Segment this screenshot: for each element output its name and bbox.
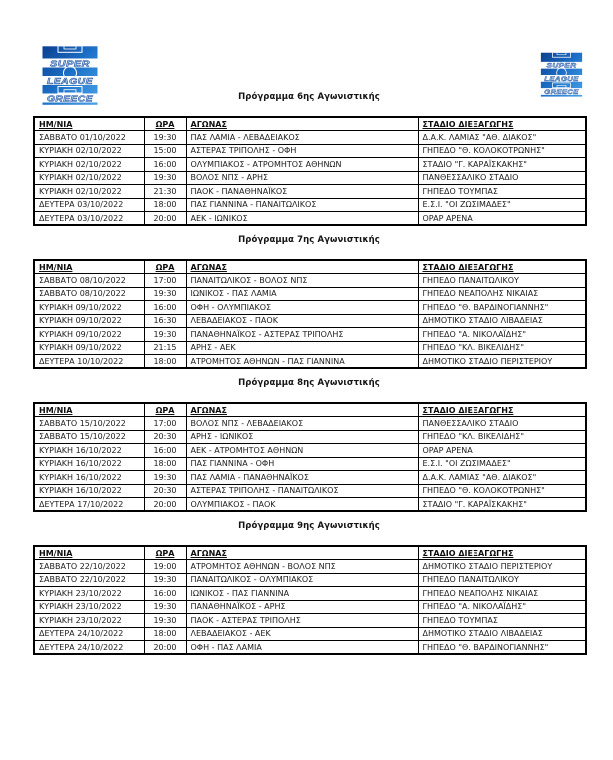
table-row bbox=[34, 158, 586, 172]
cell-stadium: ΓΗΠΕΔΟ "Θ. ΒΑΡΔΙΝΟΓΙΑΝΝΗΣ" bbox=[418, 641, 586, 655]
column-header-date: ΗΜ/ΝΙΑ bbox=[34, 117, 144, 131]
fixtures-table bbox=[33, 402, 587, 512]
cell-time: 16:00 bbox=[144, 587, 186, 601]
table-row bbox=[34, 417, 586, 431]
cell-date: ΣΑΒΒΑΤΟ 15/10/2022 bbox=[34, 417, 144, 431]
cell-date: ΚΥΡΙΑΚΗ 16/10/2022 bbox=[34, 471, 144, 485]
cell-match: ΒΟΛΟΣ ΝΠΣ - ΛΕΒΑΔΕΙΑΚΟΣ bbox=[186, 417, 418, 431]
cell-stadium: OPAP ΑΡΕΝΑ bbox=[418, 212, 586, 226]
table-header-row bbox=[34, 117, 586, 131]
table-row bbox=[34, 171, 586, 185]
logo-word-greece: GREECE bbox=[544, 88, 580, 96]
table-row bbox=[34, 614, 586, 628]
cell-stadium: ΣΤΑΔΙΟ "Γ. ΚΑΡΑΪΣΚΑΚΗΣ" bbox=[418, 158, 586, 172]
cell-date: ΔΕΥΤΕΡΑ 24/10/2022 bbox=[34, 627, 144, 641]
cell-date: ΔΕΥΤΕΡΑ 24/10/2022 bbox=[34, 641, 144, 655]
cell-stadium: ΔΗΜΟΤΙΚΟ ΣΤΑΔΙΟ ΛΙΒΑΔΕΙΑΣ bbox=[418, 627, 586, 641]
fixtures-content bbox=[33, 0, 585, 664]
cell-stadium: ΓΗΠΕΔΟ ΤΟΥΜΠΑΣ bbox=[418, 614, 586, 628]
table-header-row bbox=[34, 546, 586, 560]
table-row bbox=[34, 301, 586, 315]
cell-stadium: ΠΑΝΘΕΣΣΑΛΙΚΟ ΣΤΑΔΙΟ bbox=[418, 171, 586, 185]
column-header-stadium: ΣΤΑΔΙΟ ΔΙΕΞΑΓΩΓΗΣ bbox=[418, 403, 586, 417]
cell-time: 16:00 bbox=[144, 444, 186, 458]
cell-stadium: OPAP ΑΡΕΝΑ bbox=[418, 444, 586, 458]
matchday-title: Πρόγραμμα 6ης Αγωνιστικής bbox=[238, 92, 380, 102]
cell-stadium: ΓΗΠΕΔΟ ΤΟΥΜΠΑΣ bbox=[418, 185, 586, 199]
cell-match: ΠΑΝΑΘΗΝΑΪΚΟΣ - ΑΣΤΕΡΑΣ ΤΡΙΠΟΛΗΣ bbox=[186, 328, 418, 342]
cell-date: ΚΥΡΙΑΚΗ 16/10/2022 bbox=[34, 444, 144, 458]
cell-date: ΣΑΒΒΑΤΟ 08/10/2022 bbox=[34, 287, 144, 301]
cell-date: ΔΕΥΤΕΡΑ 10/10/2022 bbox=[34, 355, 144, 369]
cell-stadium: Δ.Α.Κ. ΛΑΜΙΑΣ "ΑΘ. ΔΙΑΚΟΣ" bbox=[418, 131, 586, 145]
cell-time: 19:30 bbox=[144, 171, 186, 185]
cell-match: ΑΡΗΣ - ΑΕΚ bbox=[186, 341, 418, 355]
cell-date: ΔΕΥΤΕΡΑ 03/10/2022 bbox=[34, 212, 144, 226]
table-row bbox=[34, 641, 586, 655]
cell-date: ΣΑΒΒΑΤΟ 01/10/2022 bbox=[34, 131, 144, 145]
cell-stadium: Ε.Σ.Ι. "ΟΙ ΖΩΣΙΜΑΔΕΣ" bbox=[418, 198, 586, 212]
cell-time: 20:00 bbox=[144, 641, 186, 655]
cell-time: 19:30 bbox=[144, 287, 186, 301]
cell-time: 18:00 bbox=[144, 457, 186, 471]
cell-time: 15:00 bbox=[144, 144, 186, 158]
cell-stadium: ΔΗΜΟΤΙΚΟ ΣΤΑΔΙΟ ΠΕΡΙΣΤΕΡΙΟΥ bbox=[418, 560, 586, 574]
cell-match: ΑΣΤΕΡΑΣ ΤΡΙΠΟΛΗΣ - ΟΦΗ bbox=[186, 144, 418, 158]
matchday-title: Πρόγραμμα 7ης Αγωνιστικής bbox=[238, 235, 380, 245]
table-header-row bbox=[34, 403, 586, 417]
table-row bbox=[34, 131, 586, 145]
cell-match: ΠΑΣ ΛΑΜΙΑ - ΠΑΝΑΘΗΝΑΪΚΟΣ bbox=[186, 471, 418, 485]
cell-match: ΙΩΝΙΚΟΣ - ΠΑΣ ΓΙΑΝΝΙΝΑ bbox=[186, 587, 418, 601]
cell-date: ΣΑΒΒΑΤΟ 08/10/2022 bbox=[34, 274, 144, 288]
table-row bbox=[34, 471, 586, 485]
matchday-title: Πρόγραμμα 9ης Αγωνιστικής bbox=[238, 521, 380, 531]
table-row bbox=[34, 355, 586, 369]
cell-stadium: Ε.Σ.Ι. "ΟΙ ΖΩΣΙΜΑΔΕΣ" bbox=[418, 457, 586, 471]
cell-stadium: ΓΗΠΕΔΟ "Θ. ΚΟΛΟΚΟΤΡΩΝΗΣ" bbox=[418, 484, 586, 498]
column-header-match: ΑΓΩΝΑΣ bbox=[186, 117, 418, 131]
cell-match: ΠΑΝΑΙΤΩΛΙΚΟΣ - ΒΟΛΟΣ ΝΠΣ bbox=[186, 274, 418, 288]
cell-match: ΑΤΡΟΜΗΤΟΣ ΑΘΗΝΩΝ - ΒΟΛΟΣ ΝΠΣ bbox=[186, 560, 418, 574]
column-header-date: ΗΜ/ΝΙΑ bbox=[34, 546, 144, 560]
cell-date: ΚΥΡΙΑΚΗ 23/10/2022 bbox=[34, 587, 144, 601]
cell-match: ΙΩΝΙΚΟΣ - ΠΑΣ ΛΑΜΙΑ bbox=[186, 287, 418, 301]
column-header-match: ΑΓΩΝΑΣ bbox=[186, 403, 418, 417]
logo-word-super: SUPER bbox=[50, 59, 90, 69]
cell-stadium: ΣΤΑΔΙΟ "Γ. ΚΑΡΑΪΣΚΑΚΗΣ" bbox=[418, 498, 586, 512]
matchday-section bbox=[33, 92, 585, 226]
cell-date: ΔΕΥΤΕΡΑ 17/10/2022 bbox=[34, 498, 144, 512]
cell-time: 19:30 bbox=[144, 600, 186, 614]
cell-time: 16:30 bbox=[144, 314, 186, 328]
cell-match: ΠΑΝΑΘΗΝΑΪΚΟΣ - ΑΡΗΣ bbox=[186, 600, 418, 614]
matchday-title: Πρόγραμμα 8ης Αγωνιστικής bbox=[238, 378, 380, 388]
cell-match: ΟΦΗ - ΟΛΥΜΠΙΑΚΟΣ bbox=[186, 301, 418, 315]
column-header-date: ΗΜ/ΝΙΑ bbox=[34, 260, 144, 274]
logo-word-league: LEAGUE bbox=[47, 76, 94, 86]
column-header-date: ΗΜ/ΝΙΑ bbox=[34, 403, 144, 417]
cell-date: ΚΥΡΙΑΚΗ 09/10/2022 bbox=[34, 301, 144, 315]
logo-word-league: LEAGUE bbox=[544, 75, 580, 83]
cell-match: ΑΤΡΟΜΗΤΟΣ ΑΘΗΝΩΝ - ΠΑΣ ΓΙΑΝΝΙΝΑ bbox=[186, 355, 418, 369]
cell-time: 19:00 bbox=[144, 560, 186, 574]
cell-time: 18:00 bbox=[144, 198, 186, 212]
cell-stadium: ΓΗΠΕΔΟ "Α. ΝΙΚΟΛΑΪΔΗΣ" bbox=[418, 328, 586, 342]
table-row bbox=[34, 484, 586, 498]
table-row bbox=[34, 341, 586, 355]
column-header-time: ΩΡΑ bbox=[144, 117, 186, 131]
cell-time: 19:30 bbox=[144, 614, 186, 628]
cell-match: ΟΛΥΜΠΙΑΚΟΣ - ΑΤΡΟΜΗΤΟΣ ΑΘΗΝΩΝ bbox=[186, 158, 418, 172]
cell-stadium: ΓΗΠΕΔΟ ΠΑΝΑΙΤΩΛΙΚΟΥ bbox=[418, 274, 586, 288]
cell-time: 16:00 bbox=[144, 301, 186, 315]
cell-date: ΣΑΒΒΑΤΟ 22/10/2022 bbox=[34, 573, 144, 587]
cell-stadium: ΔΗΜΟΤΙΚΟ ΣΤΑΔΙΟ ΠΕΡΙΣΤΕΡΙΟΥ bbox=[418, 355, 586, 369]
column-header-match: ΑΓΩΝΑΣ bbox=[186, 546, 418, 560]
table-row bbox=[34, 560, 586, 574]
cell-date: ΚΥΡΙΑΚΗ 09/10/2022 bbox=[34, 341, 144, 355]
cell-time: 17:00 bbox=[144, 417, 186, 431]
column-header-stadium: ΣΤΑΔΙΟ ΔΙΕΞΑΓΩΓΗΣ bbox=[418, 260, 586, 274]
cell-match: ΟΛΥΜΠΙΑΚΟΣ - ΠΑΟΚ bbox=[186, 498, 418, 512]
cell-time: 18:00 bbox=[144, 355, 186, 369]
cell-date: ΚΥΡΙΑΚΗ 02/10/2022 bbox=[34, 144, 144, 158]
cell-date: ΣΑΒΒΑΤΟ 22/10/2022 bbox=[34, 560, 144, 574]
table-row bbox=[34, 600, 586, 614]
table-row bbox=[34, 587, 586, 601]
column-header-time: ΩΡΑ bbox=[144, 260, 186, 274]
cell-match: ΠΑΣ ΛΑΜΙΑ - ΛΕΒΑΔΕΙΑΚΟΣ bbox=[186, 131, 418, 145]
cell-time: 19:30 bbox=[144, 573, 186, 587]
cell-time: 20:00 bbox=[144, 212, 186, 226]
cell-time: 18:00 bbox=[144, 627, 186, 641]
cell-time: 21:30 bbox=[144, 185, 186, 199]
cell-stadium: ΓΗΠΕΔΟ "ΚΛ. ΒΙΚΕΛΙΔΗΣ" bbox=[418, 430, 586, 444]
table-row bbox=[34, 457, 586, 471]
cell-date: ΚΥΡΙΑΚΗ 02/10/2022 bbox=[34, 158, 144, 172]
cell-stadium: ΓΗΠΕΔΟ "Θ. ΚΟΛΟΚΟΤΡΩΝΗΣ" bbox=[418, 144, 586, 158]
cell-stadium: Δ.Α.Κ. ΛΑΜΙΑΣ "ΑΘ. ΔΙΑΚΟΣ" bbox=[418, 471, 586, 485]
cell-date: ΚΥΡΙΑΚΗ 09/10/2022 bbox=[34, 328, 144, 342]
cell-date: ΚΥΡΙΑΚΗ 02/10/2022 bbox=[34, 171, 144, 185]
cell-time: 16:00 bbox=[144, 158, 186, 172]
table-row bbox=[34, 573, 586, 587]
cell-stadium: ΓΗΠΕΔΟ ΝΕΑΠΟΛΗΣ ΝΙΚΑΙΑΣ bbox=[418, 587, 586, 601]
fixtures-table bbox=[33, 259, 587, 369]
cell-date: ΚΥΡΙΑΚΗ 16/10/2022 bbox=[34, 457, 144, 471]
table-row bbox=[34, 144, 586, 158]
cell-match: ΛΕΒΑΔΕΙΑΚΟΣ - ΠΑΟΚ bbox=[186, 314, 418, 328]
cell-stadium: ΠΑΝΘΕΣΣΑΛΙΚΟ ΣΤΑΔΙΟ bbox=[418, 417, 586, 431]
column-header-stadium: ΣΤΑΔΙΟ ΔΙΕΞΑΓΩΓΗΣ bbox=[418, 546, 586, 560]
cell-match: ΒΟΛΟΣ ΝΠΣ - ΑΡΗΣ bbox=[186, 171, 418, 185]
logo-word-super: SUPER bbox=[546, 62, 577, 70]
cell-match: ΠΑΟΚ - ΑΣΤΕΡΑΣ ΤΡΙΠΟΛΗΣ bbox=[186, 614, 418, 628]
cell-match: ΠΑΣ ΓΙΑΝΝΙΝΑ - ΟΦΗ bbox=[186, 457, 418, 471]
cell-match: ΠΑΝΑΙΤΩΛΙΚΟΣ - ΟΛΥΜΠΙΑΚΟΣ bbox=[186, 573, 418, 587]
table-row bbox=[34, 328, 586, 342]
fixtures-table bbox=[33, 545, 587, 655]
matchday-section bbox=[33, 521, 585, 655]
table-row bbox=[34, 185, 586, 199]
column-header-match: ΑΓΩΝΑΣ bbox=[186, 260, 418, 274]
column-header-time: ΩΡΑ bbox=[144, 546, 186, 560]
cell-match: ΟΦΗ - ΠΑΣ ΛΑΜΙΑ bbox=[186, 641, 418, 655]
cell-date: ΚΥΡΙΑΚΗ 23/10/2022 bbox=[34, 614, 144, 628]
table-row bbox=[34, 212, 586, 226]
cell-time: 20:00 bbox=[144, 498, 186, 512]
table-row bbox=[34, 430, 586, 444]
cell-stadium: ΓΗΠΕΔΟ ΝΕΑΠΟΛΗΣ ΝΙΚΑΙΑΣ bbox=[418, 287, 586, 301]
cell-stadium: ΓΗΠΕΔΟ ΠΑΝΑΙΤΩΛΙΚΟΥ bbox=[418, 573, 586, 587]
cell-match: ΠΑΣ ΓΙΑΝΝΙΝΑ - ΠΑΝΑΙΤΩΛΙΚΟΣ bbox=[186, 198, 418, 212]
cell-stadium: ΓΗΠΕΔΟ "Α. ΝΙΚΟΛΑΪΔΗΣ" bbox=[418, 600, 586, 614]
column-header-stadium: ΣΤΑΔΙΟ ΔΙΕΞΑΓΩΓΗΣ bbox=[418, 117, 586, 131]
cell-time: 17:00 bbox=[144, 274, 186, 288]
cell-match: ΠΑΟΚ - ΠΑΝΑΘΗΝΑΪΚΟΣ bbox=[186, 185, 418, 199]
cell-stadium: ΓΗΠΕΔΟ "ΚΛ. ΒΙΚΕΛΙΔΗΣ" bbox=[418, 341, 586, 355]
cell-match: ΑΕΚ - ΙΩΝΙΚΟΣ bbox=[186, 212, 418, 226]
fixtures-table bbox=[33, 116, 587, 226]
cell-time: 19:30 bbox=[144, 131, 186, 145]
cell-match: ΑΣΤΕΡΑΣ ΤΡΙΠΟΛΗΣ - ΠΑΝΑΙΤΩΛΙΚΟΣ bbox=[186, 484, 418, 498]
cell-date: ΔΕΥΤΕΡΑ 03/10/2022 bbox=[34, 198, 144, 212]
cell-time: 21:15 bbox=[144, 341, 186, 355]
cell-date: ΚΥΡΙΑΚΗ 09/10/2022 bbox=[34, 314, 144, 328]
cell-match: ΑΡΗΣ - ΙΩΝΙΚΟΣ bbox=[186, 430, 418, 444]
table-row bbox=[34, 287, 586, 301]
cell-date: ΚΥΡΙΑΚΗ 23/10/2022 bbox=[34, 600, 144, 614]
cell-stadium: ΔΗΜΟΤΙΚΟ ΣΤΑΔΙΟ ΛΙΒΑΔΕΙΑΣ bbox=[418, 314, 586, 328]
cell-time: 20:30 bbox=[144, 484, 186, 498]
table-row bbox=[34, 314, 586, 328]
table-row bbox=[34, 498, 586, 512]
cell-time: 19:30 bbox=[144, 328, 186, 342]
table-row bbox=[34, 274, 586, 288]
cell-date: ΚΥΡΙΑΚΗ 16/10/2022 bbox=[34, 484, 144, 498]
table-row bbox=[34, 627, 586, 641]
cell-date: ΚΥΡΙΑΚΗ 02/10/2022 bbox=[34, 185, 144, 199]
cell-time: 19:30 bbox=[144, 471, 186, 485]
column-header-time: ΩΡΑ bbox=[144, 403, 186, 417]
cell-match: ΛΕΒΑΔΕΙΑΚΟΣ - ΑΕΚ bbox=[186, 627, 418, 641]
cell-match: ΑΕΚ - ΑΤΡΟΜΗΤΟΣ ΑΘΗΝΩΝ bbox=[186, 444, 418, 458]
table-row bbox=[34, 444, 586, 458]
logo-word-greece: GREECE bbox=[47, 94, 94, 104]
cell-time: 20:30 bbox=[144, 430, 186, 444]
cell-date: ΣΑΒΒΑΤΟ 15/10/2022 bbox=[34, 430, 144, 444]
cell-stadium: ΓΗΠΕΔΟ "Θ. ΒΑΡΔΙΝΟΓΙΑΝΝΗΣ" bbox=[418, 301, 586, 315]
matchday-section bbox=[33, 378, 585, 512]
table-header-row bbox=[34, 260, 586, 274]
table-row bbox=[34, 198, 586, 212]
matchday-section bbox=[33, 235, 585, 369]
